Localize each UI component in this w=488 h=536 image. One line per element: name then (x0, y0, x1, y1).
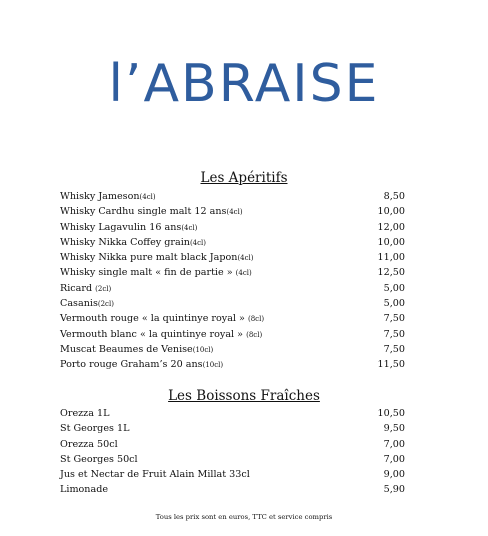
menu-item-name (60, 281, 111, 297)
menu-item-size: (8cl) (246, 330, 263, 339)
menu-item-price: 11,00 (377, 252, 405, 264)
aperitifs-list (60, 189, 405, 373)
menu-item-price: 9,50 (383, 423, 405, 435)
menu-item-size: (2cl) (95, 284, 112, 293)
menu-item-price: 7,50 (383, 343, 405, 355)
menu-item-label: Porto rouge Graham’s 20 ans (60, 359, 203, 371)
menu-item-price: 12,00 (377, 221, 405, 233)
menu-item-price: 5,00 (383, 298, 405, 310)
menu-item-name (60, 296, 114, 312)
menu-item-size: (10cl) (202, 361, 224, 370)
menu-item-size: (4cl) (181, 223, 198, 232)
menu-item (60, 189, 405, 204)
menu-item-name (60, 421, 129, 436)
menu-item-name (60, 311, 264, 327)
menu-item (60, 220, 405, 235)
menu-item-label: Orezza 1L (60, 408, 110, 419)
menu-item (60, 482, 405, 497)
menu-item-label: Casanis (60, 298, 98, 310)
boissons-list (60, 406, 405, 498)
menu-item-name (60, 235, 206, 251)
menu-item (60, 406, 405, 421)
menu-item-price: 10,00 (377, 206, 405, 218)
menu-item (60, 421, 405, 436)
menu-item-price: 7,50 (383, 328, 405, 340)
menu-item-name (60, 467, 250, 482)
menu-item-label: Whisky Jameson (60, 191, 140, 202)
restaurant-title: l’ABRAISE (108, 54, 380, 114)
menu-item (60, 265, 405, 280)
menu-item-label: Whisky Cardhu single malt 12 ans (60, 206, 227, 218)
menu-item-name (60, 342, 213, 358)
aperitifs-heading: Les Apéritifs (200, 170, 288, 186)
menu-item-label: Jus et Nectar de Fruit Alain Millat 33cl (60, 469, 250, 481)
menu-item-price: 11,50 (377, 359, 405, 371)
menu-item-size: (4cl) (189, 238, 207, 247)
menu-item-size: (4cl) (235, 269, 252, 278)
menu-item-name (60, 189, 156, 205)
menu-item-name (60, 482, 108, 497)
menu-item (60, 437, 405, 452)
boissons-heading: Les Boissons Fraîches (168, 388, 320, 404)
menu-item (60, 204, 405, 219)
menu-item-name (60, 220, 197, 236)
menu-item-price: 8,50 (383, 191, 405, 202)
menu-item (60, 296, 405, 311)
menu-item-name (60, 327, 262, 343)
menu-item-name (60, 357, 223, 373)
menu-item-label: Vermouth blanc « la quintinye royal » (60, 328, 247, 340)
menu-item (60, 235, 405, 250)
menu-item-size: (8cl) (247, 315, 265, 324)
price-note: Tous les prix sont en euros, TTC et service compris (155, 513, 333, 521)
menu-item-name (60, 265, 252, 281)
menu-item-size: (4cl) (139, 193, 156, 201)
menu-item-price: 5,90 (383, 484, 405, 496)
menu-item (60, 311, 405, 326)
menu-item-price: 7,00 (383, 453, 405, 465)
menu-item-label: Vermouth rouge « la quintinye royal » (60, 313, 248, 325)
menu-item (60, 250, 405, 265)
menu-item-label: Orezza 50cl (60, 438, 118, 450)
menu-item (60, 357, 405, 372)
menu-item-label: Limonade (60, 484, 109, 496)
menu-item (60, 342, 405, 357)
menu-item-size: (10cl) (192, 345, 214, 354)
menu-item-name (60, 250, 254, 266)
menu-item-price: 5,00 (383, 282, 405, 294)
menu-item-label: Whisky Nikka pure malt black Japon (60, 252, 238, 264)
menu-item-name (60, 406, 109, 421)
menu-item-label: Ricard (60, 282, 96, 294)
menu-item-size: (4cl) (237, 254, 254, 263)
menu-item-label: Muscat Beaumes de Venise (60, 343, 193, 355)
menu-item-name (60, 437, 118, 452)
menu-item-price: 7,00 (383, 438, 405, 450)
menu-item-price: 12,50 (377, 267, 405, 279)
menu-item (60, 452, 405, 467)
menu-item-label: Whisky single malt « fin de partie » (60, 267, 236, 279)
menu-item-label: Whisky Lagavulin 16 ans (60, 221, 182, 233)
menu-item-price: 10,00 (377, 236, 405, 248)
menu-item-price: 9,00 (383, 469, 405, 481)
menu-item-label: St Georges 1L (60, 423, 130, 435)
menu-item-price: 10,50 (377, 408, 405, 419)
menu-item-label: St Georges 50cl (60, 453, 138, 465)
menu-item-price: 7,50 (383, 313, 405, 325)
menu-item-name (60, 204, 243, 220)
menu-item (60, 281, 405, 296)
menu-item-label: Whisky Nikka Coffey grain (60, 236, 190, 248)
menu-item-name (60, 452, 138, 467)
menu-item-size: (2cl) (97, 300, 114, 309)
menu-item-size: (4cl) (226, 208, 243, 217)
menu-item (60, 327, 405, 342)
menu-item (60, 467, 405, 482)
